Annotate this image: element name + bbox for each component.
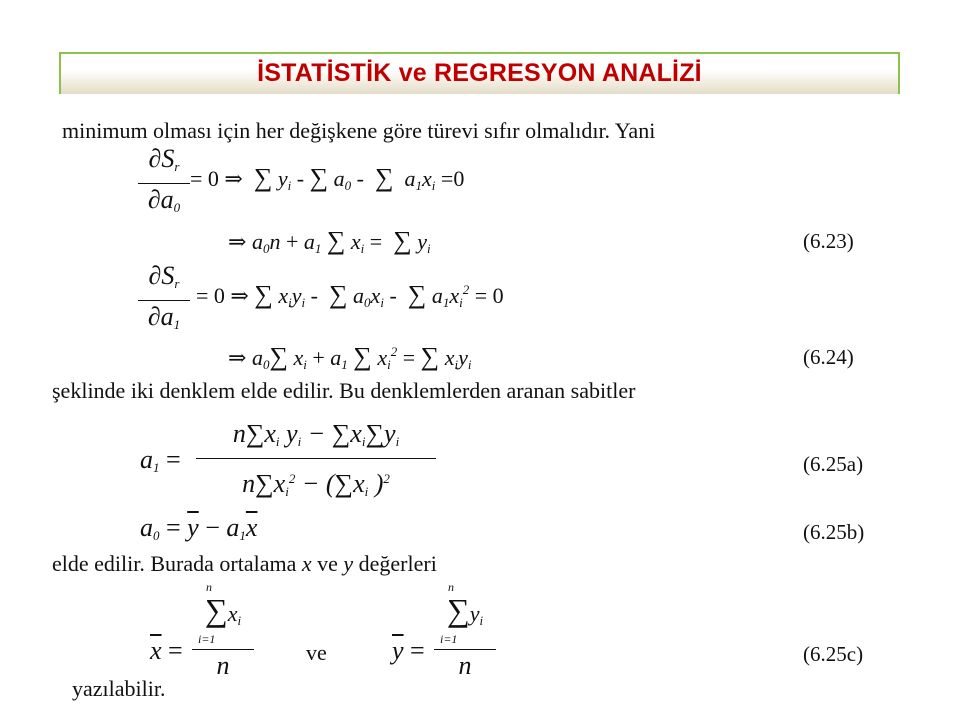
y-mean-fraction: $\sum y_i$ n: [434, 582, 496, 682]
title-banner: [59, 52, 900, 94]
a0-formula: $a_0 = \overline{y} - a_1\overline{x}$: [140, 513, 258, 543]
a1-fraction: $n\sum x_i$ $y_i - \sum x_i\sum y_i$ $n\sum x_i^2 - (\sum x_i$ )$^2$: [196, 418, 436, 508]
a1-lhs: $a_1$ =: [140, 445, 181, 475]
y-mean-lhs: $\overline{y}$ =: [392, 636, 425, 665]
equation-number-6-23: (6.23): [803, 229, 854, 253]
partial-derivative-a0: $\partial S_r$ $\partial a_0$: [138, 143, 190, 224]
ve-word: ve: [306, 640, 327, 665]
equation-number-6-25a: (6.25a): [803, 452, 864, 476]
y-sum-lower: i=1: [440, 632, 458, 646]
page-title: İSTATİSTİK ve REGRESYON ANALİZİ: [257, 59, 702, 87]
equation-number-6-25c: (6.25c): [803, 642, 864, 666]
equation-6-24: ⇒ $a_0\sum$ $x_i + a_1$ ∑ $x_i^2$ = ∑ $x_iy_i$: [228, 342, 472, 372]
text-line-1: minimum olması için her değişkene göre türevi sıfır olmalıdır. Yani: [62, 118, 656, 143]
x-sum-upper: n: [206, 580, 212, 594]
equation-6-23: ⇒ $a_0n + a_1$ ∑ $x_i$ = ∑ $y_i$: [228, 226, 431, 256]
x-mean-lhs: $\overline{x}$ =: [150, 636, 183, 665]
equation-derivative-a0: = 0 ⇒ ∑ $y_i$ - ∑ $a_0$ - ∑ $a_1x_i =0$: [190, 163, 465, 193]
text-line-3: elde edilir. Burada ortalama x ve y değerleri: [52, 551, 437, 576]
partial-derivative-a1: $\partial S_r$ $\partial a_1$: [138, 260, 190, 341]
equation-derivative-a1: = 0 ⇒ ∑ $x_iy_i$ - ∑ $a_0x_i$ - ∑ $a_1x_i^2 = 0$: [196, 280, 504, 310]
equation-number-6-25b: (6.25b): [803, 520, 865, 544]
text-line-4: yazılabilir.: [72, 676, 166, 701]
text-line-2: şeklinde iki denklem elde edilir. Bu denklemlerden aranan sabitler: [52, 378, 636, 403]
x-sum-lower: i=1: [198, 632, 216, 646]
x-mean-fraction: $\sum x_i$ n: [192, 582, 254, 682]
y-sum-upper: n: [448, 580, 454, 594]
equation-number-6-24: (6.24): [803, 345, 854, 369]
